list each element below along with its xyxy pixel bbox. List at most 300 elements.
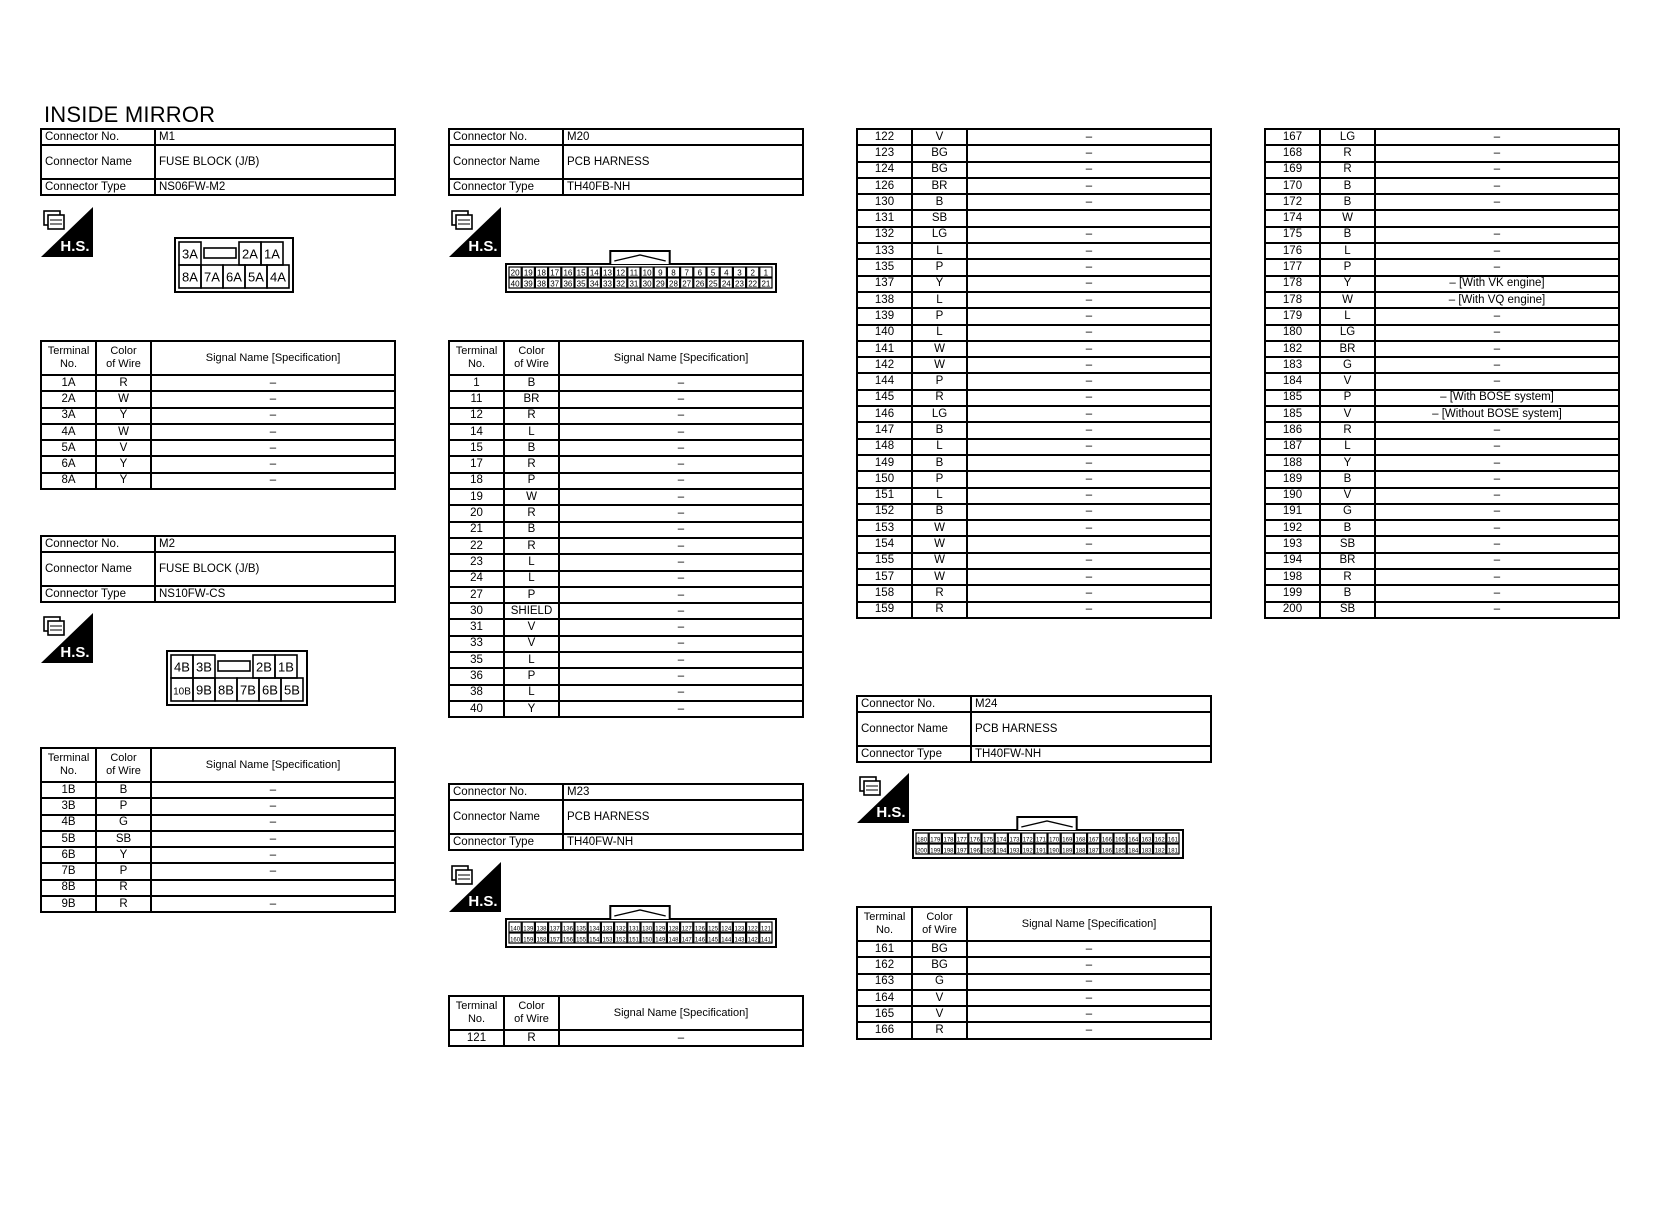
signal-name: –: [1375, 520, 1619, 536]
wire-color: R: [96, 880, 151, 896]
table-row: [449, 408, 803, 424]
pin-label: 131: [628, 926, 639, 933]
terminal-no: 21: [449, 522, 504, 538]
signal-name: –: [967, 292, 1211, 308]
wire-color: L: [912, 325, 967, 341]
connector-no-label: Connector No.: [449, 129, 563, 145]
table-row: [857, 990, 1211, 1006]
pin-label: 186: [1101, 848, 1112, 855]
harness-side-icon: [41, 613, 93, 663]
terminal-no: 138: [857, 292, 912, 308]
signal-name: –: [559, 603, 803, 619]
wire-color: Y: [504, 701, 559, 717]
signal-name: –: [559, 538, 803, 554]
pin-label: 127: [681, 926, 692, 933]
pin-label: 144: [721, 937, 732, 944]
signal-name: –: [1375, 308, 1619, 324]
terminal-no: 154: [857, 536, 912, 552]
table-row: [1265, 488, 1619, 504]
signal-name: –: [1375, 585, 1619, 601]
pin-label: 200: [917, 848, 928, 855]
pin-label: 177: [956, 837, 967, 844]
terminal-no: 179: [1265, 308, 1320, 324]
signal-name: –: [967, 162, 1211, 178]
table-row: [41, 847, 395, 863]
header-row: [449, 784, 803, 800]
table-row: [857, 553, 1211, 569]
terminal-no: 8B: [41, 880, 96, 896]
wire-color: R: [504, 1030, 559, 1046]
pin-label: 130: [642, 926, 653, 933]
signal-name: –: [559, 440, 803, 456]
signal-name: –: [151, 815, 395, 831]
wire-color: L: [1320, 243, 1375, 259]
pin-label: 159: [523, 937, 534, 944]
wire-color: SB: [912, 210, 967, 226]
connector-type-label: Connector Type: [857, 746, 971, 762]
table-row: [1265, 504, 1619, 520]
table-row: [449, 375, 803, 391]
terminal-no: 3A: [41, 408, 96, 424]
table-row: [41, 440, 395, 456]
table-row: [857, 178, 1211, 194]
table-row: [41, 815, 395, 831]
terminal-no: 177: [1265, 259, 1320, 275]
signal-name: –: [559, 505, 803, 521]
wire-color: R: [504, 505, 559, 521]
table-row: [1265, 129, 1619, 145]
signal-name: –: [1375, 569, 1619, 585]
table-row: [1265, 422, 1619, 438]
wire-color: W: [912, 536, 967, 552]
terminal-no: 137: [857, 276, 912, 292]
table-row: [449, 424, 803, 440]
table-row: [41, 831, 395, 847]
table-row: [1265, 145, 1619, 161]
wire-color: V: [912, 1006, 967, 1022]
signal-name: –: [1375, 553, 1619, 569]
pin-label: 182: [1154, 848, 1165, 855]
header-row: [41, 586, 395, 602]
pin-label: 171: [1035, 837, 1046, 844]
pin-label: 24: [721, 279, 731, 289]
connector-name-label: Connector Name: [41, 145, 155, 179]
signal-name: –: [559, 1030, 803, 1046]
wire-color: SB: [96, 831, 151, 847]
wire-color: V: [504, 619, 559, 635]
terminal-no: 191: [1265, 504, 1320, 520]
wire-color: BR: [504, 391, 559, 407]
table-row: [449, 391, 803, 407]
table-row: [857, 504, 1211, 520]
pin-label: 147: [681, 937, 692, 944]
pin-label: 189: [1062, 848, 1073, 855]
table-row: [857, 210, 1211, 226]
wire-color: Y: [96, 847, 151, 863]
table-row: [1265, 471, 1619, 487]
pin-label: 155: [576, 937, 587, 944]
pin-label: 128: [668, 926, 679, 933]
pin-label: 178: [943, 837, 954, 844]
pin-label: 188: [1075, 848, 1086, 855]
signal-name: –: [967, 390, 1211, 406]
connector-header: [856, 695, 1212, 763]
signal-name: –: [559, 685, 803, 701]
pin-label: 152: [615, 937, 626, 944]
wire-color: P: [96, 863, 151, 879]
table-row: [41, 798, 395, 814]
wire-color: R: [504, 538, 559, 554]
color-header: Color of Wire: [96, 341, 151, 375]
signal-name: –: [967, 243, 1211, 259]
pin-label: 22: [748, 279, 758, 289]
connector-type-label: Connector Type: [449, 179, 563, 195]
terminal-no: 169: [1265, 162, 1320, 178]
wire-color: LG: [912, 227, 967, 243]
signal-name: –: [559, 408, 803, 424]
signal-name: –: [967, 471, 1211, 487]
pin-label: 162: [1154, 837, 1165, 844]
pin-label: 1: [763, 268, 769, 278]
table-row: [449, 685, 803, 701]
table-row: [857, 585, 1211, 601]
terminal-no: 190: [1265, 488, 1320, 504]
table-row: [41, 375, 395, 391]
connector-name-value: PCB HARNESS: [971, 712, 1211, 746]
wire-color: B: [504, 440, 559, 456]
terminal-no: 23: [449, 554, 504, 570]
pin-label: 194: [996, 848, 1007, 855]
pin-label: 5: [710, 268, 716, 278]
pin-label: 192: [1022, 848, 1033, 855]
pin-label: 11: [629, 268, 639, 278]
terminal-no: 163: [857, 974, 912, 990]
signal-name: –: [1375, 178, 1619, 194]
signal-name: –: [151, 863, 395, 879]
signal-name: –: [1375, 162, 1619, 178]
connector-diagram: [505, 249, 777, 293]
signal-name: –: [967, 227, 1211, 243]
signal-name: –: [967, 178, 1211, 194]
pin-label: 153: [602, 937, 613, 944]
pin-label: 35: [576, 279, 586, 289]
header-row: [449, 145, 803, 179]
hs-label: H.S.: [468, 238, 498, 255]
pin-label: 169: [1062, 837, 1073, 844]
table-row: [449, 636, 803, 652]
pin-label: 184: [1128, 848, 1139, 855]
pin-label: 185: [1115, 848, 1126, 855]
terminal-no: 11: [449, 391, 504, 407]
wire-color: B: [1320, 471, 1375, 487]
terminal-no: 121: [449, 1030, 504, 1046]
wire-color: B: [1320, 227, 1375, 243]
pin-label: 150: [642, 937, 653, 944]
pin-label: 198: [943, 848, 954, 855]
pin-label: 183: [1141, 848, 1152, 855]
table-row: [857, 325, 1211, 341]
terminal-no: 2A: [41, 391, 96, 407]
wire-color: BR: [1320, 553, 1375, 569]
terminal-table: [856, 906, 1212, 1040]
wire-color: W: [912, 569, 967, 585]
pin-label: 19: [523, 268, 533, 278]
table-row: [857, 1022, 1211, 1038]
connector-no-value: M24: [971, 696, 1211, 712]
wire-color: V: [912, 990, 967, 1006]
pin-label: 134: [589, 926, 600, 933]
pin-label: 191: [1035, 848, 1046, 855]
wire-color: L: [912, 243, 967, 259]
terminal-no: 38: [449, 685, 504, 701]
table-row: [857, 145, 1211, 161]
terminal-no: 148: [857, 439, 912, 455]
signal-name: –: [967, 536, 1211, 552]
wire-color: LG: [912, 406, 967, 422]
pin-label: 4A: [270, 269, 286, 285]
table-row: [857, 957, 1211, 973]
pin-label: 2A: [242, 246, 258, 262]
table-row: [449, 505, 803, 521]
wire-color: L: [504, 424, 559, 440]
pin-label: 154: [589, 937, 600, 944]
table-row: [1265, 553, 1619, 569]
pin-label: 21: [761, 279, 771, 289]
pin-label: 1B: [278, 659, 294, 675]
pin-label: 133: [602, 926, 613, 933]
pin-label: 13: [603, 268, 612, 278]
wire-color: B: [504, 522, 559, 538]
table-row: [1265, 357, 1619, 373]
pin-label: 25: [708, 279, 718, 289]
header-row: [41, 145, 395, 179]
connector-type-value: NS06FW-M2: [155, 179, 395, 195]
wire-color: Y: [912, 276, 967, 292]
pin-label: 124: [721, 926, 732, 933]
signal-name: –: [559, 571, 803, 587]
terminal-no: 186: [1265, 422, 1320, 438]
table-row: [1265, 210, 1619, 226]
table-row: [41, 456, 395, 472]
connector-no-label: Connector No.: [41, 129, 155, 145]
pin-label: 31: [629, 279, 639, 289]
table-row: [857, 373, 1211, 389]
terminal-no: 184: [1265, 373, 1320, 389]
terminal-no: 145: [857, 390, 912, 406]
table-row: [1265, 178, 1619, 194]
terminal-no: 124: [857, 162, 912, 178]
pin-label: 172: [1022, 837, 1033, 844]
pin-label: 187: [1088, 848, 1099, 855]
table-row: [41, 896, 395, 912]
hs-label: H.S.: [60, 238, 90, 255]
wire-color: L: [504, 571, 559, 587]
wire-color: B: [504, 375, 559, 391]
signal-name: – [With VK engine]: [1375, 276, 1619, 292]
terminal-no: 12: [449, 408, 504, 424]
wire-color: W: [1320, 210, 1375, 226]
signal-name: –: [967, 1006, 1211, 1022]
signal-name: –: [151, 424, 395, 440]
signal-name: –: [559, 619, 803, 635]
connector-header: [40, 535, 396, 603]
wire-color: Y: [1320, 276, 1375, 292]
pin-label: 173: [1009, 837, 1020, 844]
signal-name: – [Without BOSE system]: [1375, 406, 1619, 422]
connector-type-label: Connector Type: [41, 179, 155, 195]
signal-name: [1375, 210, 1619, 226]
signal-name: –: [967, 373, 1211, 389]
pin-label: 165: [1115, 837, 1126, 844]
table-row: [1265, 276, 1619, 292]
signal-name: –: [1375, 455, 1619, 471]
signal-name: –: [151, 896, 395, 912]
signal-name: –: [967, 308, 1211, 324]
terminal-no: 147: [857, 422, 912, 438]
terminal-header: Terminal No.: [41, 748, 96, 782]
terminal-no: 167: [1265, 129, 1320, 145]
wire-color: V: [912, 129, 967, 145]
terminal-no: 200: [1265, 602, 1320, 618]
wire-color: B: [1320, 194, 1375, 210]
terminal-no: 123: [857, 145, 912, 161]
pin-label: 5A: [248, 269, 264, 285]
pin-label: 34: [589, 279, 599, 289]
table-row: [857, 974, 1211, 990]
signal-name: –: [1375, 325, 1619, 341]
signal-name: –: [151, 847, 395, 863]
signal-name: – [With BOSE system]: [1375, 390, 1619, 406]
terminal-no: 6A: [41, 456, 96, 472]
pin-label: 8A: [182, 269, 198, 285]
pin-label: 27: [682, 279, 692, 289]
pin-label: 135: [576, 926, 587, 933]
terminal-no: 157: [857, 569, 912, 585]
connector-type-label: Connector Type: [41, 586, 155, 602]
connector-header: [448, 783, 804, 851]
pin-label: 4: [724, 268, 729, 278]
pin-label: 181: [1167, 848, 1178, 855]
wire-color: BG: [912, 162, 967, 178]
hs-label: H.S.: [468, 893, 498, 910]
table-row: [857, 243, 1211, 259]
table-row: [857, 129, 1211, 145]
terminal-no: 4A: [41, 424, 96, 440]
terminal-no: 126: [857, 178, 912, 194]
wire-color: V: [1320, 373, 1375, 389]
signal-name: –: [1375, 422, 1619, 438]
wire-color: G: [1320, 357, 1375, 373]
table-row: [1265, 308, 1619, 324]
table-row: [449, 440, 803, 456]
signal-name: –: [967, 569, 1211, 585]
wire-color: R: [912, 602, 967, 618]
terminal-no: 152: [857, 504, 912, 520]
signal-name: – [With VQ engine]: [1375, 292, 1619, 308]
wire-color: L: [504, 652, 559, 668]
terminal-no: 27: [449, 587, 504, 603]
terminal-no: 158: [857, 585, 912, 601]
page-title: INSIDE MIRROR: [44, 102, 216, 127]
table-row: [1265, 259, 1619, 275]
table-row: [41, 391, 395, 407]
connector-no-label: Connector No.: [857, 696, 971, 712]
pin-label: 167: [1088, 837, 1099, 844]
connector-diagram: [505, 904, 777, 948]
signal-name: –: [559, 701, 803, 717]
table-row: [857, 276, 1211, 292]
pin-label: 2B: [256, 659, 272, 675]
signal-name: –: [1375, 504, 1619, 520]
pin-label: 12: [616, 268, 626, 278]
terminal-no: 142: [857, 357, 912, 373]
signal-header: Signal Name [Specification]: [559, 996, 803, 1030]
signal-name: –: [559, 554, 803, 570]
terminal-no: 14: [449, 424, 504, 440]
table-row: [1265, 602, 1619, 618]
terminal-no: 40: [449, 701, 504, 717]
signal-name: –: [1375, 357, 1619, 373]
wire-color: P: [96, 798, 151, 814]
hs-label: H.S.: [60, 644, 90, 661]
table-row: [41, 408, 395, 424]
signal-header: Signal Name [Specification]: [967, 907, 1211, 941]
terminal-no: 165: [857, 1006, 912, 1022]
wire-color: R: [504, 456, 559, 472]
terminal-no: 164: [857, 990, 912, 1006]
connector-no-value: M23: [563, 784, 803, 800]
table-row: [1265, 162, 1619, 178]
terminal-no: 193: [1265, 536, 1320, 552]
pin-label: 33: [603, 279, 612, 289]
pin-label: 123: [734, 926, 745, 933]
terminal-no: 187: [1265, 439, 1320, 455]
harness-side-icon: [449, 862, 501, 912]
signal-name: –: [559, 489, 803, 505]
wire-color: LG: [1320, 129, 1375, 145]
signal-name: –: [1375, 129, 1619, 145]
table-row: [449, 522, 803, 538]
connector-name-label: Connector Name: [449, 145, 563, 179]
wire-color: R: [1320, 145, 1375, 161]
pin-label: 4B: [174, 659, 190, 675]
signal-name: –: [559, 473, 803, 489]
wire-color: W: [912, 553, 967, 569]
terminal-no: 35: [449, 652, 504, 668]
wire-color: W: [96, 424, 151, 440]
wire-color: W: [504, 489, 559, 505]
signal-name: –: [151, 782, 395, 798]
terminal-table: [1264, 128, 1620, 619]
signal-name: –: [967, 488, 1211, 504]
signal-name: –: [559, 636, 803, 652]
wire-color: BG: [912, 957, 967, 973]
color-header: Color of Wire: [504, 341, 559, 375]
terminal-no: 161: [857, 941, 912, 957]
table-row: [1265, 341, 1619, 357]
pin-label: 176: [969, 837, 980, 844]
signal-name: –: [967, 276, 1211, 292]
pin-label: 158: [536, 937, 547, 944]
color-header: Color of Wire: [96, 748, 151, 782]
terminal-header: Terminal No.: [449, 341, 504, 375]
signal-name: –: [967, 422, 1211, 438]
wire-color: P: [912, 373, 967, 389]
terminal-no: 178: [1265, 292, 1320, 308]
signal-name: [151, 880, 395, 896]
pin-label: 199: [930, 848, 941, 855]
terminal-no: 3B: [41, 798, 96, 814]
